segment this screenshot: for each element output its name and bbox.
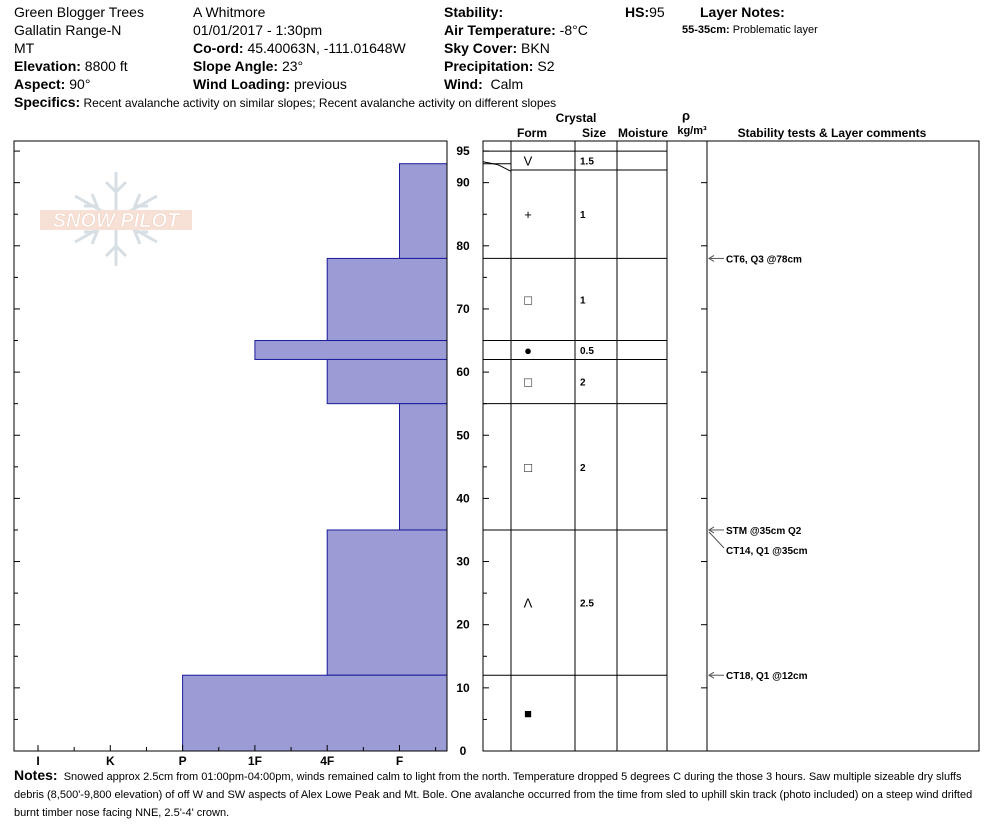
grain-form-symbol: ● — [524, 342, 532, 358]
grain-size: 1.5 — [580, 156, 594, 168]
slope-label: Slope Angle: — [193, 58, 279, 74]
grain-form-symbol: Λ — [523, 595, 533, 611]
notes-label: Notes: — [14, 767, 58, 783]
precip-label: Precipitation: — [444, 58, 534, 74]
air-temp-value: -8°C — [559, 22, 588, 38]
depth-tick-label: 90 — [456, 175, 470, 190]
grain-size: 2.5 — [580, 598, 594, 610]
observer: A Whitmore — [193, 4, 266, 20]
stability-test-label: CT6, Q3 @78cm — [726, 254, 802, 266]
stability-test-label: CT18, Q1 @12cm — [726, 671, 808, 683]
elevation-value: 8800 ft — [84, 58, 128, 74]
coord-value: 45.40063N, -111.01648W — [247, 40, 406, 56]
precip-value: S2 — [537, 58, 555, 74]
state-name: MT — [14, 40, 35, 56]
wind-loading-value: previous — [293, 76, 347, 92]
grain-size: 0.5 — [580, 345, 594, 357]
stability-label: Stability: — [444, 4, 504, 20]
range-name: Gallatin Range-N — [14, 22, 122, 38]
grain-size: 1 — [580, 295, 586, 307]
table-frame — [483, 141, 979, 751]
hardness-bar — [327, 530, 447, 675]
layer-note-text: Problematic layer — [732, 24, 818, 36]
layer-note-range: 55-35cm: — [682, 24, 730, 36]
grain-form-symbol: V — [523, 153, 533, 169]
stability-tests — [709, 254, 808, 682]
depth-tick-label: 70 — [456, 301, 470, 316]
depth-tick-label: 10 — [456, 680, 470, 695]
hardness-tick-label: 4F — [320, 754, 335, 768]
test-pointer — [709, 532, 724, 548]
grain-form-symbol: □ — [524, 292, 532, 308]
wind-loading-label: Wind Loading: — [193, 76, 291, 92]
hardness-bar — [255, 341, 447, 360]
wind-label: Wind: — [444, 76, 483, 92]
sky-value: BKN — [521, 40, 550, 56]
size-header: Size — [581, 126, 607, 140]
stability-test-label: CT14, Q1 @35cm — [726, 545, 808, 557]
crystal-header: Crystal — [555, 111, 597, 125]
specifics-label: Specifics: — [14, 94, 81, 110]
air-temp-label: Air Temperature: — [444, 22, 556, 38]
depth-tick-label: 40 — [456, 491, 470, 506]
grain-form-symbol: □ — [524, 374, 532, 390]
depth-tick-label: 0 — [459, 744, 467, 758]
stability-header: Stability tests & Layer comments — [737, 126, 927, 140]
notes-text: Snowed approx 2.5cm from 01:00pm-04:00pm, winds remained calm to light from the north. Temperature dropped 5 degrees C during the those 3 hours. Saw multiple sizeable dry sluffs debris (8,500'-9,800 elevation) of off W and SW aspects of Alex Lowe Peak and Mt. Bole. One avalanche occurred from the time from sled to uphill skin track (photo included) on a steep wind drifted burnt timber nose facing NNE, 2.5'-4' crown. — [14, 771, 973, 819]
depth-tick-label: 20 — [456, 617, 470, 632]
hardness-bar — [183, 675, 447, 751]
grain-form-symbol: ■ — [524, 706, 532, 722]
depth-tick-label: 60 — [456, 365, 470, 380]
elevation-label: Elevation: — [14, 58, 81, 74]
specifics-text: Recent avalanche activity on similar slopes; Recent avalanche activity on different slopes — [83, 96, 557, 110]
hardness-tick-label: 1F — [247, 754, 262, 768]
hardness-tick-label: P — [178, 754, 187, 768]
grain-size: 2 — [580, 377, 586, 389]
hs-label: HS: — [625, 4, 650, 20]
depth-tick-label: 95 — [456, 144, 470, 159]
layer-notes-label: Layer Notes: — [700, 4, 785, 20]
hardness-tick-label: F — [395, 754, 404, 768]
hardness-bars — [183, 164, 447, 751]
depth-tick-label: 50 — [456, 428, 470, 443]
moisture-header: Moisture — [617, 126, 669, 140]
logo-text: SNOW PILOT — [52, 210, 180, 232]
location-name: Green Blogger Trees — [14, 4, 144, 20]
snowpilot-logo — [40, 172, 192, 266]
hardness-bar — [400, 404, 448, 530]
chart-frames — [14, 141, 979, 751]
hardness-tick-label: I — [36, 754, 40, 768]
datetime: 01/01/2017 - 1:30pm — [193, 22, 323, 38]
notes — [14, 766, 984, 822]
grain-size: 1 — [580, 210, 586, 222]
sky-label: Sky Cover: — [444, 40, 518, 56]
layer-connector-bend — [483, 162, 511, 172]
density-unit-header: kg/m³ — [677, 125, 707, 137]
aspect-label: Aspect: — [14, 76, 66, 92]
hardness-tick-label: K — [105, 754, 115, 768]
depth-tick-label: 80 — [456, 238, 470, 253]
hardness-bar — [327, 359, 447, 403]
coord-label: Co-ord: — [193, 40, 244, 56]
grain-form-symbol: □ — [524, 459, 532, 475]
aspect-value: 90° — [69, 76, 91, 92]
hs-value: 95 — [649, 4, 665, 20]
grain-form-symbol: + — [524, 207, 532, 223]
hardness-bar — [327, 258, 447, 340]
stability-test-label: STM @35cm Q2 — [726, 525, 802, 537]
hardness-bar — [400, 164, 448, 259]
depth-tick-label: 30 — [456, 554, 470, 569]
wind-value: Calm — [490, 76, 524, 92]
slope-value: 23° — [281, 58, 304, 74]
rho-header: ρ — [681, 108, 691, 123]
form-header: Form — [517, 126, 547, 140]
grain-size: 2 — [580, 462, 586, 474]
